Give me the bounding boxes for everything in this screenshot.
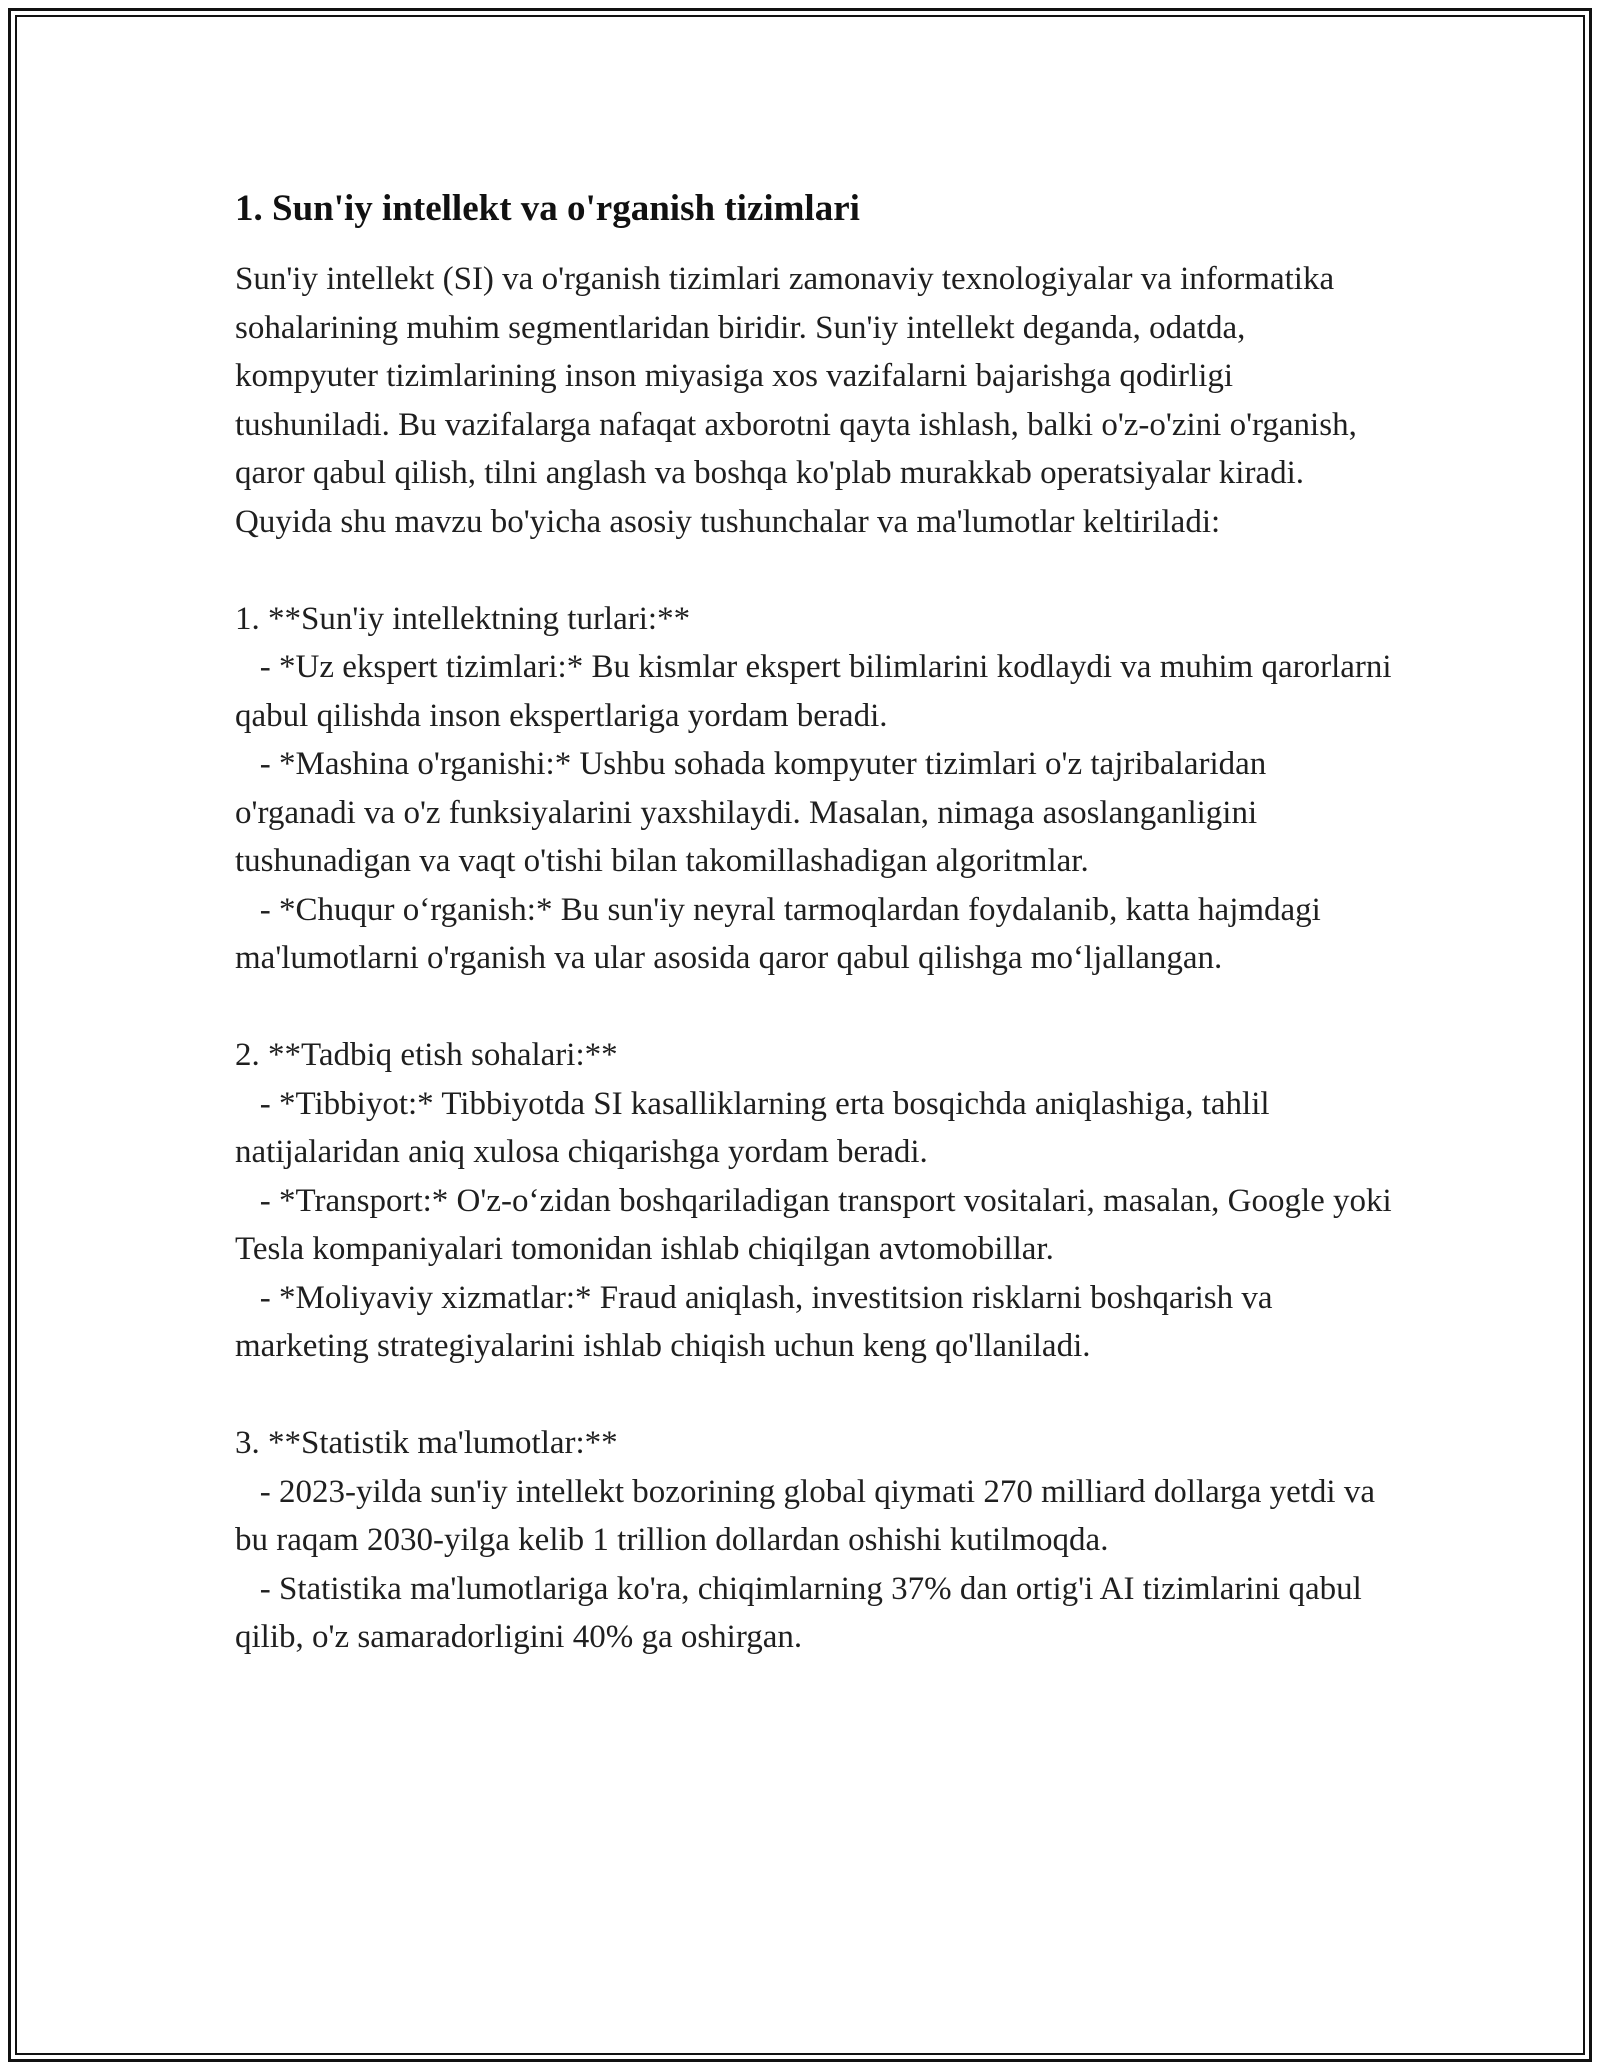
section-applications: [235, 1031, 1400, 1371]
list-item: - *Tibbiyot:* Tibbiyotda SI kasalliklarning erta bosqichda aniqlashiga, tahlil natijalaridan aniq xulosa chiqarishga yordam beradi.: [235, 1085, 1278, 1170]
list-item: - 2023-yilda sun'iy intellekt bozorining global qiymati 270 milliard dollarga yetdi va bu raqam 2030-yilga kelib 1 trillion dollardan oshishi kutilmoqda.: [235, 1473, 1384, 1558]
list-item: - *Moliyaviy xizmatlar:* Fraud aniqlash, investitsion risklarni boshqarish va marketing strategiyalarini ishlab chiqish uchun keng qo'llaniladi.: [235, 1279, 1281, 1364]
list-item: - *Mashina o'rganishi:* Ushbu sohada kompyuter tizimlari o'z tajribalaridan o'rganadi va o'z funksiyalarini yaxshilaydi. Masalan, nimaga asoslanganligini tushunadigan va vaqt o'tishi bilan takomillashadigan algoritmlar.: [235, 746, 1275, 879]
section-heading: 1. **Sun'iy intellektning turlari:**: [235, 600, 691, 637]
list-item: - *Transport:* O'z-o‘zidan boshqariladigan transport vositalari, masalan, Google yoki Tesla kompaniyalari tomonidan ishlab chiqilgan avtomobillar.: [235, 1182, 1400, 1267]
list-item: - *Uz ekspert tizimlari:* Bu kismlar ekspert bilimlarini kodlaydi va muhim qarorlarni qabul qilishda inson ekspertlariga yordam beradi.: [235, 649, 1400, 734]
section-types: [235, 595, 1400, 983]
page-title: 1. Sun'iy intellekt va o'rganish tizimlari: [235, 188, 860, 229]
intro-paragraph: Sun'iy intellekt (SI) va o'rganish tizimlari zamonaviy texnologiyalar va informatika sohalarining muhim segmentlaridan biridir. Sun'iy intellekt deganda, odatda, kompyuter tizimlarining inson miyasiga xos vazifalarni bajarishga qodirligi tushuniladi. Bu vazifalarga nafaqat axborotni qayta ishlash, balki o'z-o'zini o'rganish, qaror qabul qilish, tilni anglash va boshqa ko'plab murakkab operatsiyalar kiradi. Quyida shu mavzu bo'yicha asosiy tushunchalar va ma'lumotlar keltiriladi:: [235, 261, 1366, 540]
section-heading: 3. **Statistik ma'lumotlar:**: [235, 1425, 618, 1461]
list-item: - Statistika ma'lumotlariga ko'ra, chiqimlarning 37% dan ortig'i AI tizimlarini qabul qilib, o'z samaradorligini 40% ga oshirgan.: [235, 1570, 1371, 1655]
section-heading: 2. **Tadbiq etish sohalari:**: [235, 1037, 618, 1073]
list-item: - *Chuqur o‘rganish:* Bu sun'iy neyral tarmoqlardan foydalanib, katta hajmdagi ma'lumotlarni o'rganish va ular asosida qaror qabul qilishga mo‘ljallangan.: [235, 891, 1330, 976]
section-statistics: [235, 1419, 1395, 1662]
document-body: [235, 185, 1400, 1662]
paragraph-spacer: [235, 1371, 1395, 1420]
paragraph-spacer: [235, 983, 1395, 1032]
paragraph-spacer: [235, 546, 1395, 595]
